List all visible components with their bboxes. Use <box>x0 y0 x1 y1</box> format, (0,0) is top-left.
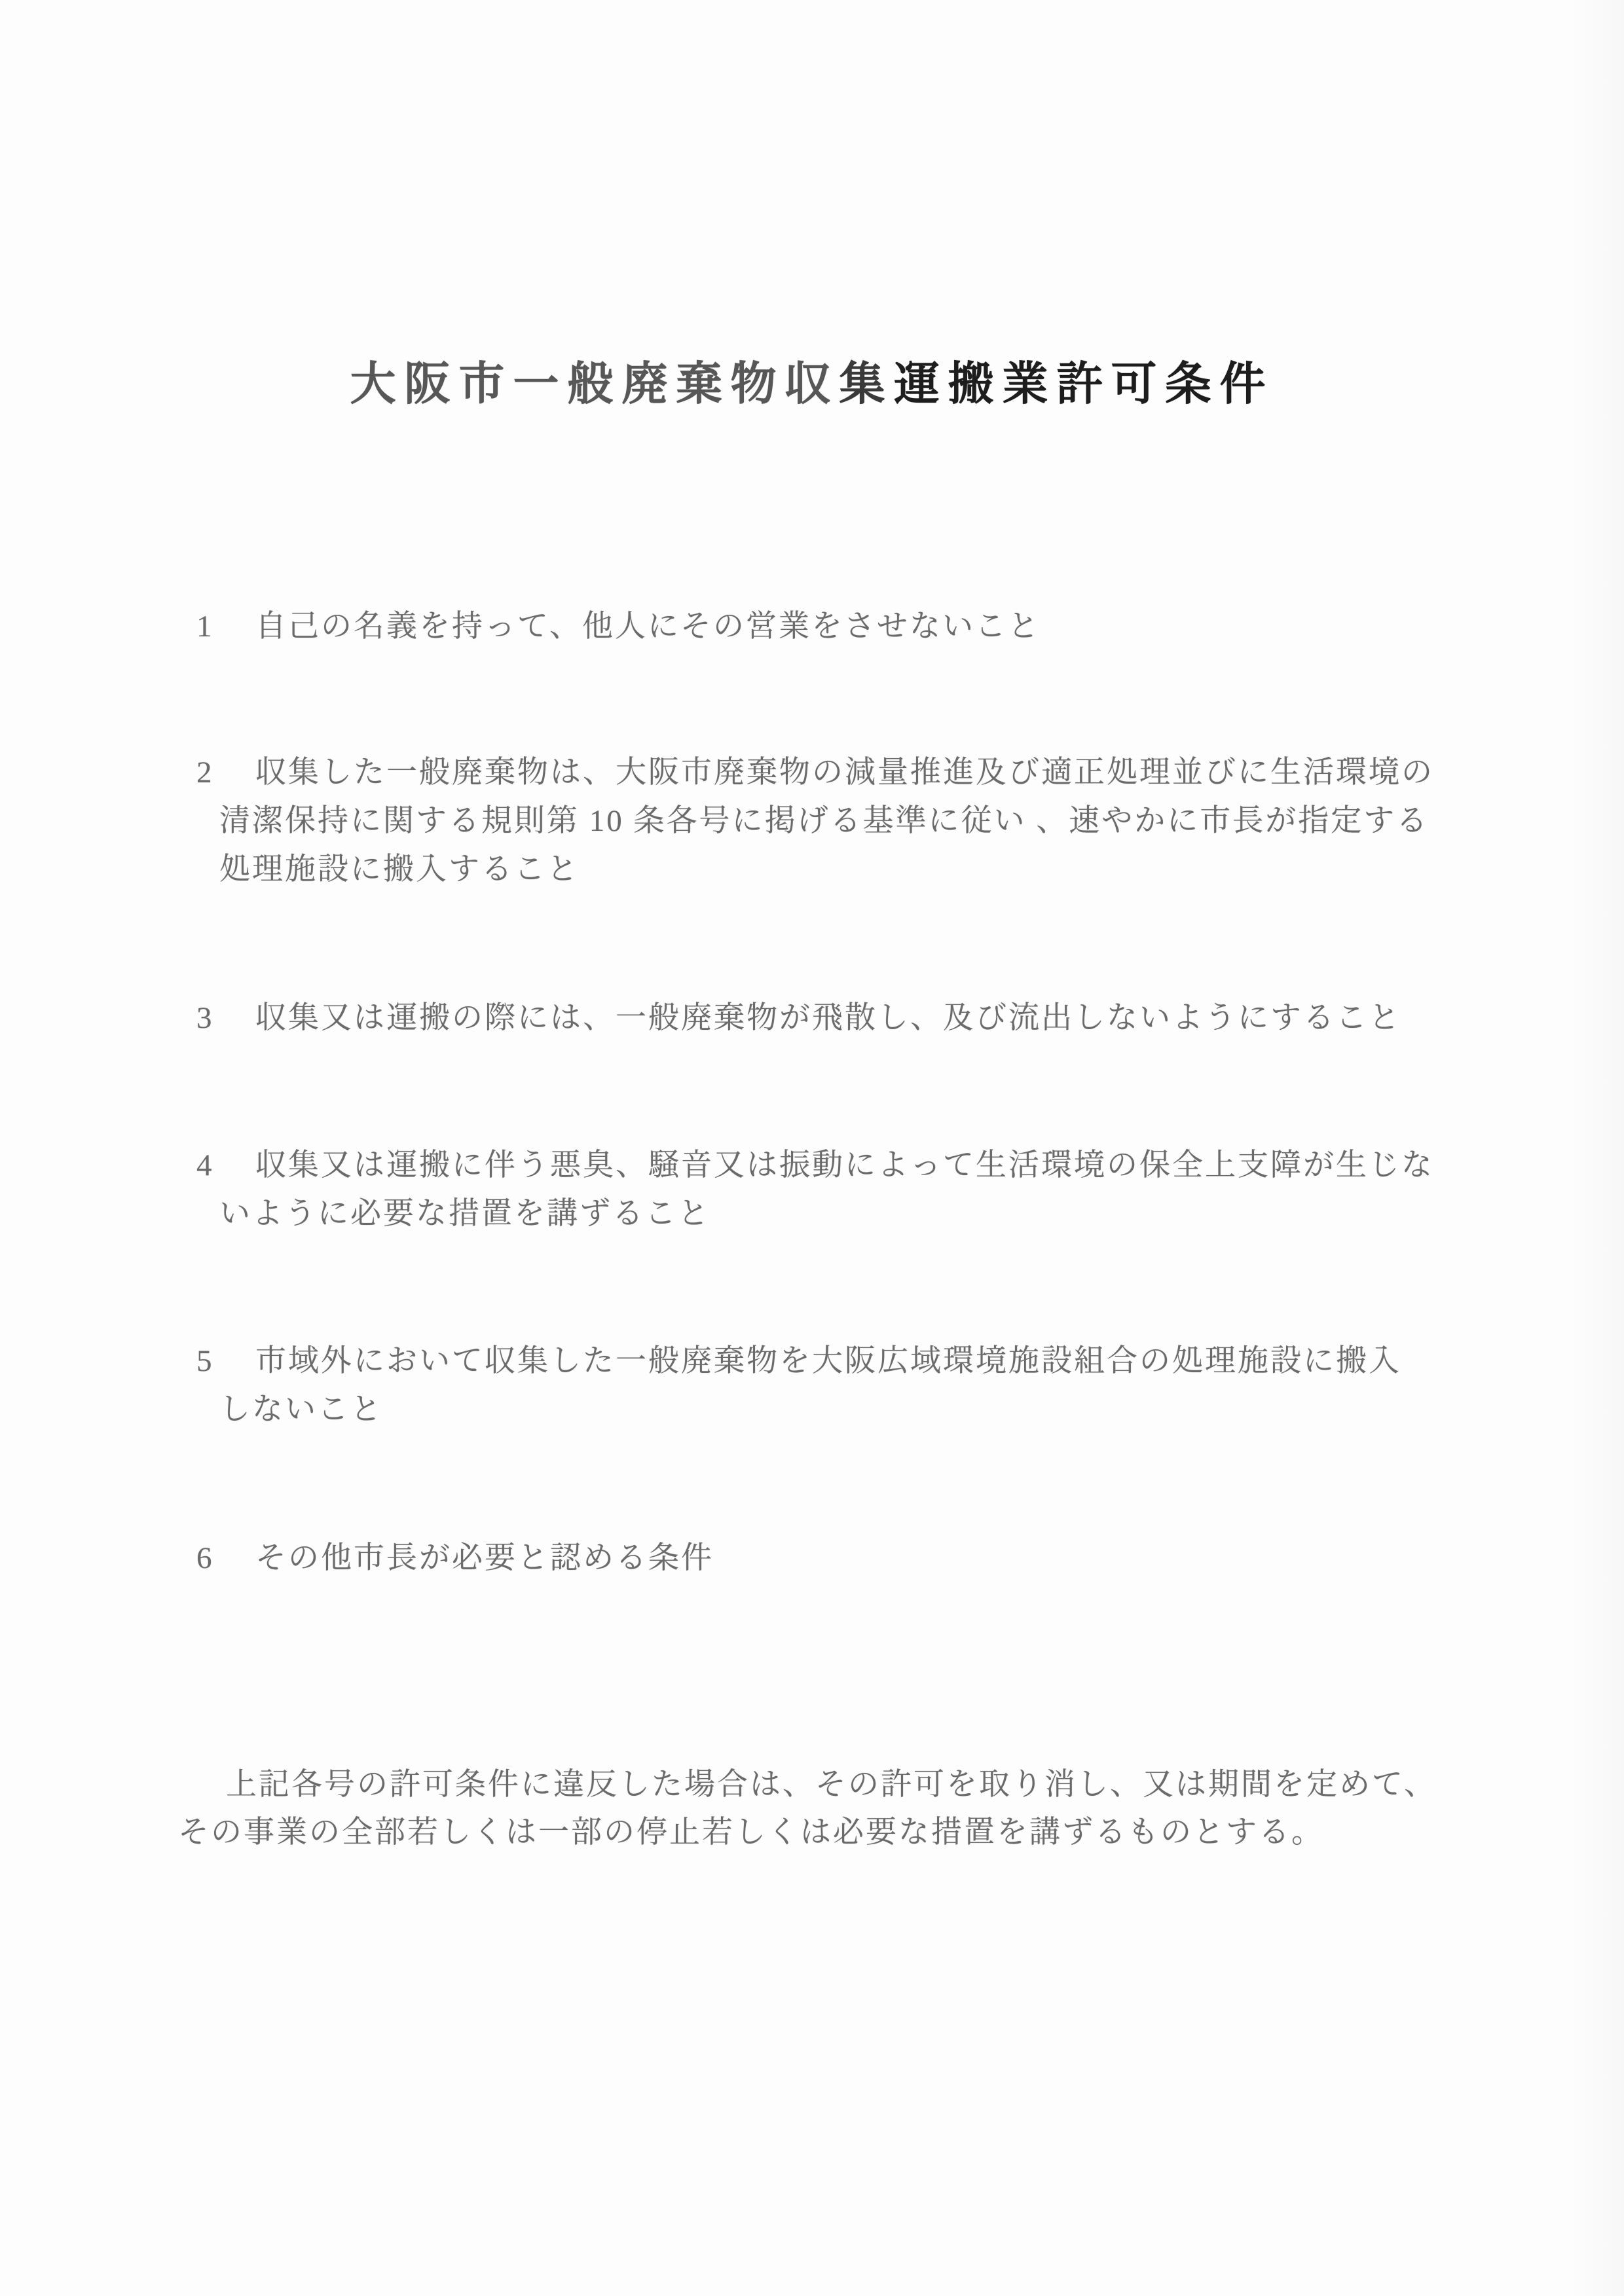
item-lines <box>219 994 1480 1042</box>
condition-item <box>196 1141 1480 1238</box>
item-line: その他市長が必要と認める条件 <box>255 1541 714 1575</box>
title-segment: 運搬業許可条件 <box>893 357 1274 409</box>
item-number: 1 <box>196 610 214 644</box>
condition-item <box>196 1337 1480 1434</box>
item-lines <box>219 1337 1480 1434</box>
closing-line: 上記各号の許可条件に違反した場合は、その許可を取り消し、又は期間を定めて、 <box>226 1768 1437 1802</box>
item-line: 市域外において収集した一般廃棄物を大阪広域環境施設組合の処理施設に搬入 <box>255 1344 1401 1378</box>
condition-item <box>196 602 1480 651</box>
item-number: 4 <box>196 1148 214 1182</box>
item-lines <box>219 602 1480 651</box>
document-title <box>0 347 1624 413</box>
item-line: 自己の名義を持って、他人にその営業をさせないこと <box>255 610 1041 644</box>
item-line: いように必要な措置を講ずること <box>219 1197 710 1231</box>
item-number: 3 <box>196 1001 214 1035</box>
item-line: 収集した一般廃棄物は、大阪市廃棄物の減量推進及び適正処理並びに生活環境の <box>255 756 1434 790</box>
condition-item <box>196 994 1480 1042</box>
item-lines <box>219 1141 1480 1238</box>
item-number: 6 <box>196 1541 214 1575</box>
item-lines <box>219 1534 1480 1582</box>
closing-line: その事業の全部若しくは一部の停止若しくは必要な措置を講ずるものとする。 <box>178 1815 1324 1850</box>
title-segment: 大阪市一般廃棄物収 <box>350 357 840 409</box>
title-segment: 集 <box>839 357 894 409</box>
item-line: 収集又は運搬に伴う悪臭、騒音又は振動によって生活環境の保全上支障が生じな <box>255 1148 1434 1182</box>
condition-item <box>196 1534 1480 1582</box>
item-number: 2 <box>196 756 214 790</box>
closing-paragraph <box>178 1761 1462 1857</box>
item-line: 処理施設に搬入すること <box>219 852 580 886</box>
item-lines <box>219 748 1480 894</box>
item-number: 5 <box>196 1344 214 1378</box>
condition-item <box>196 748 1480 894</box>
item-line: 清潔保持に関する規則第 10 条各号に掲げる基準に従い 、速やかに市長が指定する <box>219 804 1430 838</box>
item-line: しないこと <box>219 1393 383 1427</box>
scan-edge-artifact <box>1569 0 1624 2296</box>
item-line: 収集又は運搬の際には、一般廃棄物が飛散し、及び流出しないようにすること <box>255 1001 1401 1035</box>
